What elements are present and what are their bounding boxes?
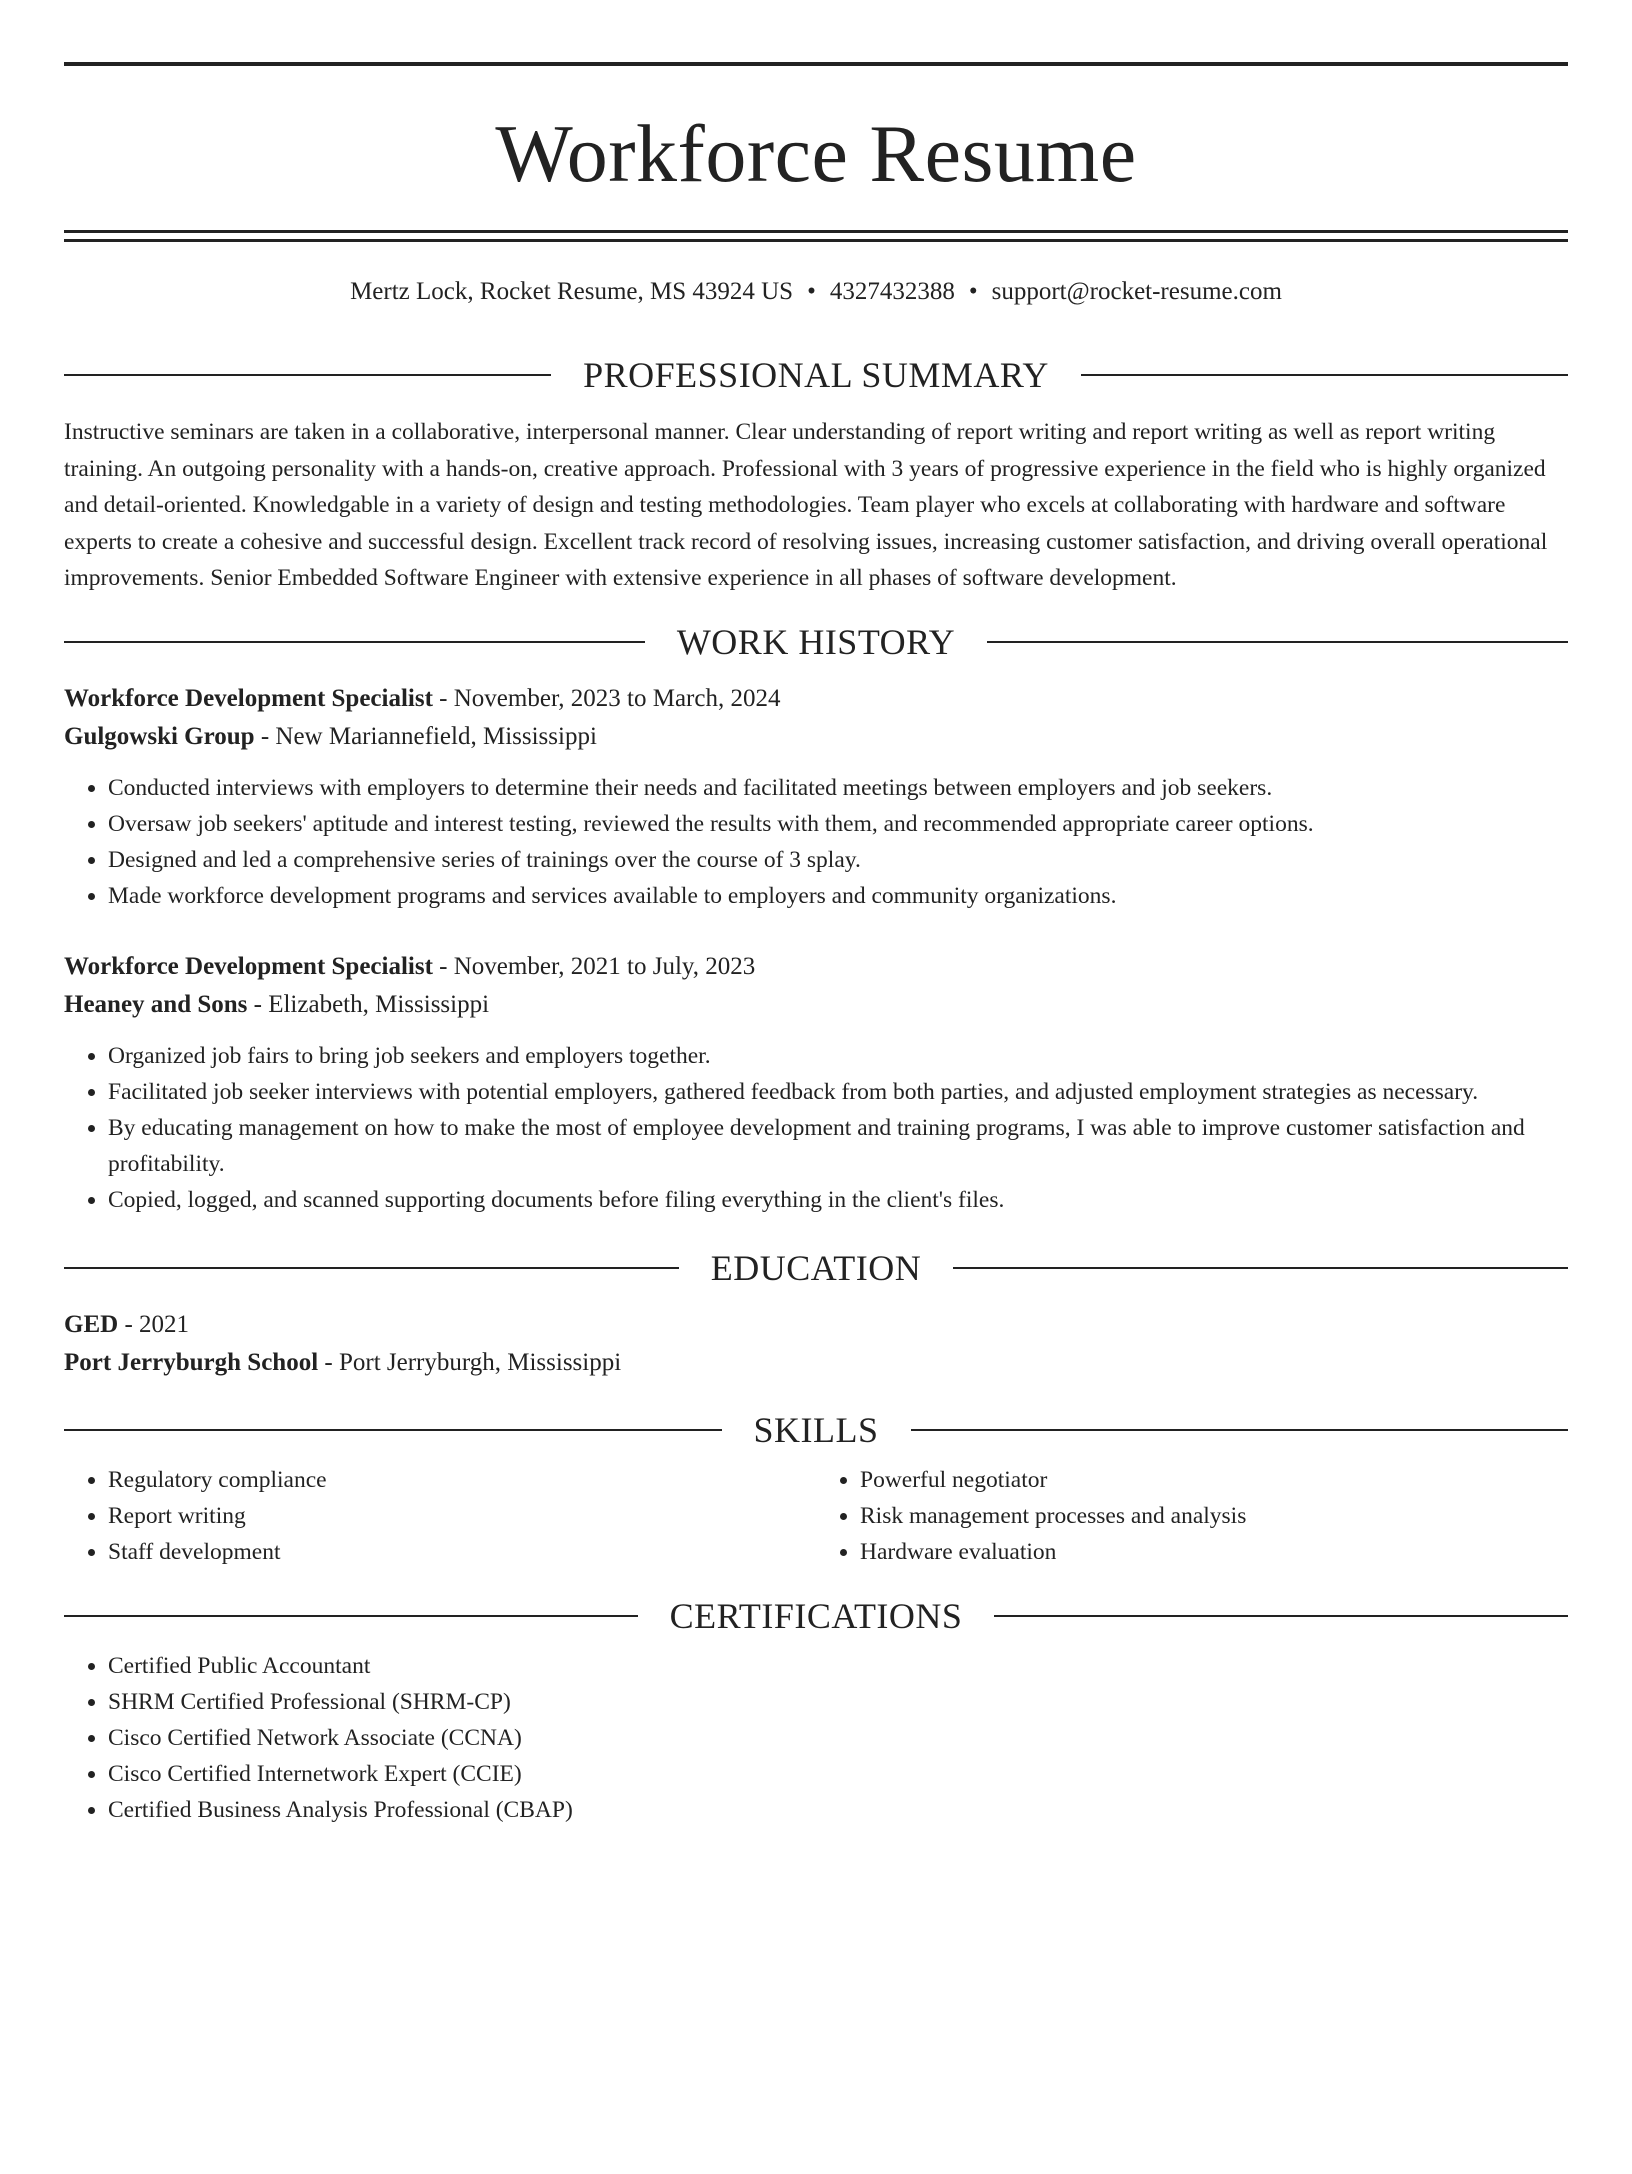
contact-line [64,275,1568,309]
skill-item: • Hardware evaluation [860,1534,1568,1570]
section-title: EDUCATION [710,1248,922,1288]
certifications-list [64,1648,1568,1828]
list-item: • Conducted interviews with employers to determine their needs and facilitated meetings between employers and job seekers. [108,770,1568,806]
heading-rule [64,1615,638,1617]
summary-text: Instructive seminars are taken in a collaborative, interpersonal manner. Clear understanding of report writing and report writing as well as report writing training. An outgoing personality with a hands-on, creative approach. Professional with 3 years of progressive experience in the field who is highly organized and detail-oriented. Knowledgable in a variety of design and testing methodologies. Team player who excels at collaborating with hardware and software experts to create a cohesive and successful design. Excellent track record of resolving issues, increasing customer satisfaction, and driving overall operational improvements. Senior Embedded Software Engineer with extensive experience in all phases of software development. [64,419,1548,591]
section-heading-skills [64,1408,1568,1452]
job-title-line [64,948,1568,986]
skill-item: • Risk management processes and analysis [860,1498,1568,1534]
job-title: Workforce Development Specialist [64,685,433,712]
skill-item: • Powerful negotiator [860,1462,1568,1498]
job-company-line [64,986,1568,1024]
contact-address: Mertz Lock, Rocket Resume, MS 43924 US [350,278,794,305]
double-rule [64,230,1568,242]
education-school: Port Jerryburgh School [64,1349,319,1376]
heading-rule [64,1429,722,1431]
skill-item: • Regulatory compliance [108,1462,816,1498]
section-heading-certifications [64,1594,1568,1638]
job-location: - New Mariannefield, Mississippi [254,723,597,750]
job-location: - Elizabeth, Mississippi [247,991,490,1018]
resume-name: Workforce Resume [495,108,1137,199]
certification-item: • Certified Public Accountant [108,1648,1568,1684]
job-title-line [64,680,1568,718]
job-dates: - November, 2021 to July, 2023 [432,953,756,980]
list-item: • Organized job fairs to bring job seekers and employers together. [108,1038,1568,1074]
skills-column-right [816,1462,1568,1570]
contact-email: support@rocket-resume.com [991,278,1282,305]
contact-separator: • [807,278,816,305]
resume-page [0,62,1632,2174]
skill-item: • Report writing [108,1498,816,1534]
education-school-line [64,1344,1568,1382]
top-rule [64,62,1568,66]
skill-item: • Staff development [108,1534,816,1570]
skills-column-left [64,1462,816,1570]
skills-grid [64,1462,1568,1570]
heading-rule [953,1267,1568,1269]
certification-item: • Certified Business Analysis Professional (CBAP) [108,1792,1568,1828]
list-item: • Designed and led a comprehensive series of trainings over the course of 3 splay. [108,842,1568,878]
list-item: • Made workforce development programs and services available to employers and community organizations. [108,878,1568,914]
job-company: Gulgowski Group [64,723,255,750]
certification-item: • SHRM Certified Professional (SHRM-CP) [108,1684,1568,1720]
work-history-list [64,680,1568,1218]
section-heading-summary [64,353,1568,397]
job-entry [64,680,1568,914]
job-bullets [64,1038,1568,1218]
list-item: • By educating management on how to make the most of employee development and training programs, I was able to improve customer satisfaction and profitability. [108,1110,1568,1182]
list-item: • Oversaw job seekers' aptitude and interest testing, reviewed the results with them, and recommended appropriate career options. [108,806,1568,842]
education-degree: GED [64,1311,119,1338]
section-title: WORK HISTORY [676,622,956,662]
job-bullets [64,770,1568,914]
section-title: CERTIFICATIONS [669,1596,963,1636]
heading-rule [911,1429,1569,1431]
heading-rule [64,1267,679,1269]
heading-rule [64,374,551,376]
education-entry [64,1306,1568,1382]
list-item: • Facilitated job seeker interviews with potential employers, gathered feedback from both parties, and adjusted employment strategies as necessary. [108,1074,1568,1110]
list-item: • Copied, logged, and scanned supporting documents before filing everything in the client's files. [108,1182,1568,1218]
job-dates: - November, 2023 to March, 2024 [432,685,781,712]
education-location: - Port Jerryburgh, Mississippi [318,1349,622,1376]
heading-rule [64,641,645,643]
section-title: SKILLS [753,1410,879,1450]
contact-separator: • [968,278,978,305]
heading-rule [994,1615,1568,1617]
section-heading-education [64,1246,1568,1290]
certification-item: • Cisco Certified Internetwork Expert (CCIE) [108,1756,1568,1792]
heading-rule [987,641,1568,643]
heading-rule [1081,374,1568,376]
contact-phone: 4327432388 [829,278,955,305]
job-entry [64,948,1568,1218]
section-title: PROFESSIONAL SUMMARY [583,355,1049,395]
job-title: Workforce Development Specialist [64,953,433,980]
education-degree-line [64,1306,1568,1344]
section-heading-work [64,620,1568,664]
certification-item: • Cisco Certified Network Associate (CCNA) [108,1720,1568,1756]
education-year: - 2021 [118,1311,190,1338]
job-company: Heaney and Sons [64,991,248,1018]
job-company-line [64,718,1568,756]
certifications-bullets [64,1648,1568,1828]
